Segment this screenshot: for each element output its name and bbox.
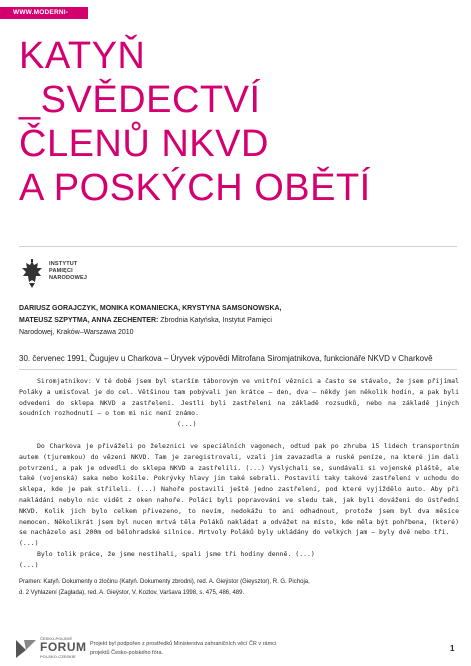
divider-mid: [19, 369, 457, 370]
title-line-3: ČLENŮ NKVD: [19, 123, 269, 165]
ellipsis-2: (...): [19, 539, 39, 548]
title-line-2: _SVĚDECTVÍ: [19, 79, 261, 121]
publisher: Narodowej, Kraków–Warszawa 2010: [19, 329, 134, 336]
page-title: [19, 34, 459, 210]
authors-line-1: DARIUSZ GORAJCZYK, MONIKA KOMANIECKA, KRYSTYNA SAMSONOWSKA,: [19, 305, 282, 312]
ellipsis-3: (...): [19, 560, 39, 569]
testimony-paragraph-3: Bylo tolik práce, že jsme nestíhali, spali jsme tři hodiny denně. (...): [37, 549, 315, 558]
forum-logo[interactable]: ČESKO-POLSKÉ FORUM POLSKO-CZESKIE: [14, 636, 84, 662]
site-url-tag[interactable]: WWW.MODERNI-DEJINY.CZ: [0, 7, 88, 19]
testimony-text: [19, 376, 459, 571]
testimony-paragraph-1: Siromjatnikov: V té době jsem byl starším táborovým ve vnitřní věznici a často se stávalo, že jsem přijímal Poláky a umisťoval je do cel. Většinou tam pobývali jen krátce – den, dva – někdy jen několik hodin, a pak byli odvedeni do sklepa NKVD a zastřeleni. Jestli byli zastřeleni na základě rozsudků, nebo na základě jiných soudních rozhodnutí – o tom mi nic není známo.: [19, 377, 459, 418]
book-credits: [19, 303, 459, 339]
authors-line-2: MATEUSZ SZPYTMA, ANNA ZECHENTER:: [19, 317, 159, 324]
ellipsis-1: (...): [177, 420, 197, 429]
logo-text: INSTYTUT PAMIĘCI NARODOWEJ: [49, 261, 88, 281]
funding-note: Projekt byl podpořen z prostředků Ministerstva zahraničních věcí ČR v rámci projektů Česko-polského fóra.: [90, 641, 277, 656]
ipn-logo: [19, 258, 119, 300]
document-headline: 30. červenec 1991, Čugujev u Charkova – Úryvek výpovědi Mitrofana Siromjatnikova, funkcionáře NKVD v Charkově: [19, 354, 433, 363]
title-line-1: KATYŇ: [19, 35, 146, 77]
divider-top: [19, 246, 457, 247]
title-line-4: A POSKÝCH OBĚTÍ: [19, 167, 371, 209]
source-citation: Pramen: Katyň. Dokumenty o zločinu (Katyń. Dokumenty zbrodni), red. A. Gieÿstor (Gieysztor), R. G. Pichoja, d. 2 Vyhlazení (Zagłada), red. A. Gieÿstor, V. Kozlov, Varšava 1998, s. 475, 486, 489.: [19, 579, 310, 596]
eagle-emblem-icon: [19, 258, 45, 290]
page-number: 1: [450, 644, 455, 653]
forum-logo-icon: [14, 636, 38, 660]
testimony-paragraph-2: Do Charkova je přiváželi po železnici ve speciálních vagonech, odtud pak po zhruba 15 lidech transportním autem (tjuremkou) do vězení NKVD. Tam je zaregistrovali, vzali jim zavazadla a ruské peníze, na které jim dali potvrzení, a pak je odvedli do sklepa NKVD a zastřelili. (...) Vyslýchali se, sundávali si vojenské pláště, ale také (vojenská) saka nebo košile. Pokrývky hlavy jim také sebrali. Postavili taky takové zastřelení v uchodu do sklepa, kde je pak střileli. (...) Nahoře postavili ještě jedno zastřelení, pod které vyjíždělo auto. Aby při nakládání nebylo nic vidět z oken nahoře. Poláci byli popravováni ve sledu tak, jak byli dováženi do ústřední NKVD. Kolik jich bylo celkem přivezeno, to nevím, nedokážu to ani odhadnout, protože jsem byl dva měsíce nemocen. Několikrát jsem byl nucen mrtvá těla Poláků nakládat a odvážet na místo, kde měla být pohřbena, (které) se nacházelo asi 200m od bělohradské silnice. Mrtvoly Poláků byly ukládány do velkých jam – byly dvě nebo tři.: [19, 441, 459, 537]
book-title: Zbrodnia Katyńska, Instytut Pamięci: [158, 317, 272, 324]
